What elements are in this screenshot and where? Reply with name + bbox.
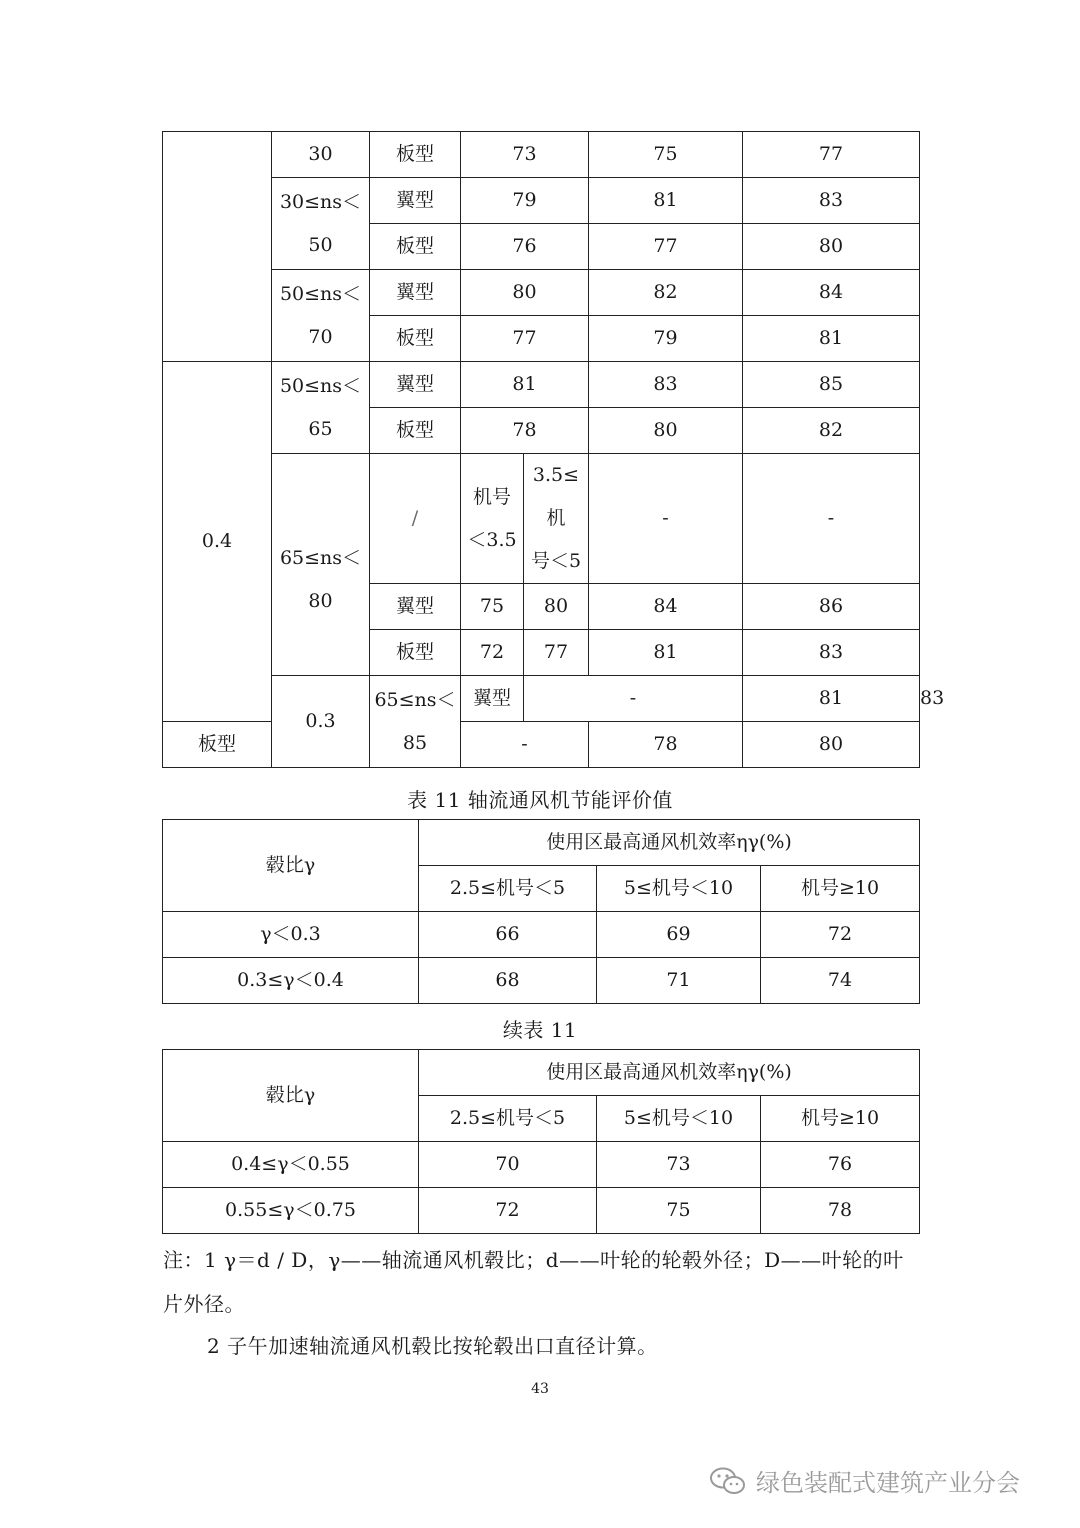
value-cell: 76 <box>761 1142 920 1188</box>
table-row <box>163 132 920 178</box>
table-header-row <box>163 1050 920 1096</box>
value-cell: 80 <box>461 270 589 316</box>
watermark-text: 绿色装配式建筑产业分会 <box>756 1469 1020 1497</box>
column-header: 机号≥10 <box>761 866 920 912</box>
row-label: γ＜0.3 <box>163 912 419 958</box>
value-cell: 72 <box>761 912 920 958</box>
ns-line: 50≤ns＜ <box>279 282 362 305</box>
header-line: ＜3.5 <box>467 528 517 551</box>
ns-line: 85 <box>402 731 428 754</box>
header-line: 机号 <box>472 485 511 508</box>
type-cell: 板型 <box>370 132 461 178</box>
value-cell: 74 <box>761 958 920 1004</box>
value-cell: 84 <box>743 270 920 316</box>
efficiency-header: 使用区最高通风机效率ηγ(%) <box>419 1050 920 1096</box>
ratio-cell: 0.3 <box>272 676 370 768</box>
ns-line: 65 <box>308 417 333 440</box>
ns-cell <box>272 178 370 270</box>
ns-line: 50 <box>308 233 333 256</box>
value-cell: 77 <box>524 630 589 676</box>
wechat-icon <box>708 1466 748 1496</box>
type-cell: 翼型 <box>370 270 461 316</box>
column-header: 5≤机号＜10 <box>597 866 761 912</box>
ns-line: 65≤ns＜ <box>374 688 456 711</box>
table-caption: 续表 11 <box>502 1018 578 1042</box>
header-line: 3.5≤机 <box>532 464 580 529</box>
note-line: 注：1 γ＝d / D，γ——轴流通风机毂比；d——叶轮的轮毂外径；D——叶轮的叶 <box>163 1248 904 1272</box>
ns-cell <box>370 676 461 768</box>
type-cell: 板型 <box>370 408 461 454</box>
value-cell: 75 <box>461 584 524 630</box>
value-cell: - <box>524 676 743 722</box>
ns-cell <box>272 454 370 676</box>
value-cell: 77 <box>461 316 589 362</box>
ns-cell: 30 <box>272 132 370 178</box>
value-cell: 83 <box>743 178 920 224</box>
ratio-cell: 0.4 <box>163 362 272 722</box>
value-cell: 73 <box>461 132 589 178</box>
machine-no-header <box>524 454 589 584</box>
value-cell: 78 <box>761 1188 920 1234</box>
table-row: 0.3 65≤ns＜ 85 翼型 - 81 83 <box>163 676 920 722</box>
value-cell: 81 <box>461 362 589 408</box>
note-line: 片外径。 <box>163 1292 245 1316</box>
value-cell: 80 <box>743 224 920 270</box>
row-label: 0.4≤γ＜0.55 <box>163 1142 419 1188</box>
value-cell: 81 <box>589 630 743 676</box>
table-row <box>163 912 920 958</box>
value-cell: 82 <box>589 270 743 316</box>
table-row <box>163 1188 920 1234</box>
value-cell: 75 <box>589 132 743 178</box>
value-cell: 66 <box>419 912 597 958</box>
value-cell: 82 <box>743 408 920 454</box>
value-cell: - <box>743 454 920 584</box>
type-cell: 翼型 <box>461 676 524 722</box>
column-header: 5≤机号＜10 <box>597 1096 761 1142</box>
row-label: 0.3≤γ＜0.4 <box>163 958 419 1004</box>
ns-cell <box>272 270 370 362</box>
row-label: 0.55≤γ＜0.75 <box>163 1188 419 1234</box>
ns-line: 65≤ns＜ <box>279 546 362 569</box>
value-cell: 76 <box>461 224 589 270</box>
column-header: 2.5≤机号＜5 <box>419 866 597 912</box>
note-line: 2 子午加速轴流通风机毂比按轮毂出口直径计算。 <box>207 1334 658 1358</box>
value-cell: 72 <box>419 1188 597 1234</box>
type-cell: 翼型 <box>370 584 461 630</box>
value-cell: 78 <box>589 722 743 768</box>
table-row <box>163 454 920 584</box>
value-cell: 83 <box>743 630 920 676</box>
value-cell: 70 <box>419 1142 597 1188</box>
value-cell: 77 <box>589 224 743 270</box>
value-cell: 81 <box>589 178 743 224</box>
value-cell: 73 <box>597 1142 761 1188</box>
value-cell: 81 <box>743 676 920 722</box>
slash-cell: / <box>370 454 461 584</box>
value-cell: 72 <box>461 630 524 676</box>
ns-cell <box>272 362 370 454</box>
fan-efficiency-table-continued <box>162 131 945 768</box>
type-cell: 翼型 <box>370 178 461 224</box>
value-cell: 84 <box>589 584 743 630</box>
hub-ratio-header: 毂比γ <box>163 820 419 912</box>
value-cell: 86 <box>743 584 920 630</box>
type-cell: 翼型 <box>370 362 461 408</box>
value-cell: 79 <box>461 178 589 224</box>
hub-ratio-header: 毂比γ <box>163 1050 419 1142</box>
value-cell: 78 <box>461 408 589 454</box>
table-row <box>163 270 920 316</box>
value-cell: 83 <box>589 362 743 408</box>
watermark <box>708 1463 1020 1498</box>
table-caption: 表 11 轴流通风机节能评价值 <box>407 788 673 812</box>
table-row <box>163 958 920 1004</box>
value-cell: 77 <box>743 132 920 178</box>
table-header-row <box>163 820 920 866</box>
table-row <box>163 1142 920 1188</box>
value-cell: 85 <box>743 362 920 408</box>
page-number: 43 <box>531 1381 549 1397</box>
type-cell: 板型 <box>163 722 272 768</box>
table-row <box>163 362 920 408</box>
value-cell: 80 <box>743 722 920 768</box>
table-row <box>163 178 920 224</box>
value-cell: 80 <box>589 408 743 454</box>
type-cell: 板型 <box>370 316 461 362</box>
column-header: 机号≥10 <box>761 1096 920 1142</box>
ns-line: 80 <box>308 589 333 612</box>
ns-line: 50≤ns＜ <box>279 374 362 397</box>
ns-line: 30≤ns＜ <box>279 190 362 213</box>
ns-line: 70 <box>308 325 333 348</box>
header-line: 号＜5 <box>530 550 582 572</box>
ratio-cell <box>163 132 272 362</box>
value-cell: - <box>461 722 589 768</box>
axial-fan-table-continued <box>162 1049 920 1234</box>
type-cell: 板型 <box>370 224 461 270</box>
machine-no-header <box>461 454 524 584</box>
value-cell: 81 <box>743 316 920 362</box>
type-cell: 板型 <box>370 630 461 676</box>
value-cell: 71 <box>597 958 761 1004</box>
value-cell: 75 <box>597 1188 761 1234</box>
value-cell: 79 <box>589 316 743 362</box>
efficiency-header: 使用区最高通风机效率ηγ(%) <box>419 820 920 866</box>
value-cell: - <box>589 454 743 584</box>
column-header: 2.5≤机号＜5 <box>419 1096 597 1142</box>
value-cell: 68 <box>419 958 597 1004</box>
value-cell: 80 <box>524 584 589 630</box>
value-cell: 69 <box>597 912 761 958</box>
axial-fan-table <box>162 819 920 1004</box>
